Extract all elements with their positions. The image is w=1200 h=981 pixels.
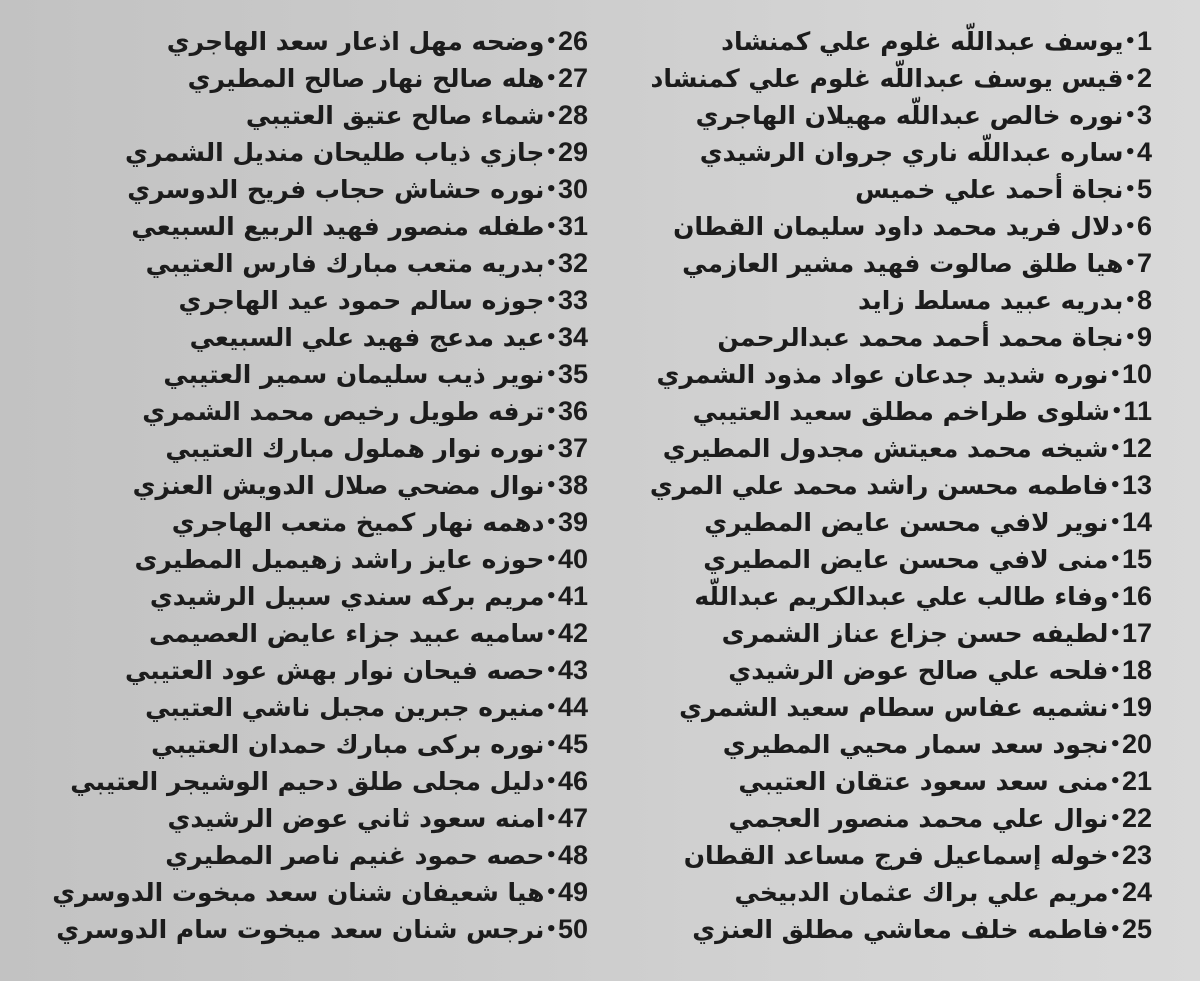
item-separator: • bbox=[1110, 401, 1123, 422]
item-number: 10 bbox=[1121, 359, 1152, 389]
item-name: حصه فيحان نوار بهش عود العتيبي bbox=[124, 656, 545, 685]
item-separator: • bbox=[545, 253, 557, 274]
names-list-column-right bbox=[650, 23, 1152, 948]
list-item bbox=[52, 689, 588, 726]
item-name: نوره نوار هملول مبارك العتيبي bbox=[165, 434, 545, 463]
item-name: منى سعد سعود عتقان العتيبي bbox=[738, 767, 1109, 796]
item-separator: • bbox=[1109, 882, 1121, 903]
item-number: 31 bbox=[557, 211, 588, 241]
item-name: شلوى طراخم مطلق سعيد العتيبي bbox=[692, 397, 1110, 426]
item-name: نجاة أحمد علي خميس bbox=[855, 175, 1124, 204]
list-item bbox=[52, 23, 588, 60]
list-item bbox=[52, 837, 588, 874]
item-separator: • bbox=[1109, 697, 1121, 718]
item-name: نوره خالص عبداللّه مهيلان الهاجري bbox=[695, 101, 1124, 130]
item-separator: • bbox=[545, 68, 557, 89]
item-number: 44 bbox=[557, 692, 588, 722]
item-separator: • bbox=[1124, 327, 1136, 348]
item-separator: • bbox=[545, 142, 557, 163]
item-name: نشميه عفاس سطام سعيد الشمري bbox=[679, 693, 1109, 722]
item-name: منيره جبرين مجبل ناشي العتيبي bbox=[145, 693, 545, 722]
item-name: وضحه مهل اذعار سعد الهاجري bbox=[166, 27, 545, 56]
item-separator: • bbox=[1109, 364, 1121, 385]
list-item bbox=[52, 134, 588, 171]
item-separator: • bbox=[1109, 808, 1121, 829]
list-item bbox=[52, 800, 588, 837]
item-number: 41 bbox=[557, 581, 588, 611]
item-number: 36 bbox=[557, 396, 588, 426]
item-number: 47 bbox=[557, 803, 588, 833]
item-number: 4 bbox=[1136, 137, 1152, 167]
list-item bbox=[52, 282, 588, 319]
list-item bbox=[650, 467, 1152, 504]
item-name: قيس يوسف عبداللّه غلوم علي كمنشاد bbox=[650, 64, 1124, 93]
item-separator: • bbox=[545, 845, 557, 866]
item-number: 26 bbox=[557, 26, 588, 56]
item-separator: • bbox=[545, 401, 557, 422]
item-number: 32 bbox=[557, 248, 588, 278]
item-name: جازي ذياب طليحان منديل الشمري bbox=[125, 138, 545, 167]
item-separator: • bbox=[1109, 660, 1121, 681]
item-separator: • bbox=[1109, 623, 1121, 644]
item-number: 7 bbox=[1136, 248, 1152, 278]
list-item bbox=[52, 430, 588, 467]
list-item bbox=[650, 874, 1152, 911]
item-name: حوزه عايز راشد زهيميل المطيرى bbox=[134, 545, 545, 574]
item-number: 37 bbox=[557, 433, 588, 463]
list-item bbox=[650, 652, 1152, 689]
item-separator: • bbox=[545, 31, 557, 52]
item-number: 11 bbox=[1123, 396, 1152, 426]
list-item bbox=[52, 652, 588, 689]
item-name: وفاء طالب علي عبدالكريم عبداللّه bbox=[694, 582, 1109, 611]
item-number: 8 bbox=[1136, 285, 1152, 315]
item-separator: • bbox=[545, 179, 557, 200]
list-item bbox=[650, 911, 1152, 948]
item-name: هيا طلق صالوت فهيد مشير العازمي bbox=[682, 249, 1124, 278]
item-separator: • bbox=[545, 623, 557, 644]
list-item bbox=[52, 393, 588, 430]
item-separator: • bbox=[545, 808, 557, 829]
item-name: شيخه محمد معيتش مجدول المطيري bbox=[662, 434, 1109, 463]
item-number: 21 bbox=[1121, 766, 1152, 796]
item-name: منى لافي محسن عايض المطيري bbox=[703, 545, 1109, 574]
list-item bbox=[650, 615, 1152, 652]
item-name: دليل مجلى طلق دحيم الوشيجر العتيبي bbox=[70, 767, 545, 796]
list-item bbox=[650, 60, 1152, 97]
item-name: نوال علي محمد منصور العجمي bbox=[728, 804, 1109, 833]
list-item bbox=[650, 171, 1152, 208]
item-separator: • bbox=[1109, 512, 1121, 533]
list-item bbox=[650, 800, 1152, 837]
list-item bbox=[650, 282, 1152, 319]
item-name: بدريه متعب مبارك فارس العتيبي bbox=[145, 249, 545, 278]
item-number: 34 bbox=[557, 322, 588, 352]
item-name: مريم بركه سندي سبيل الرشيدي bbox=[149, 582, 545, 611]
names-list-column-left bbox=[52, 23, 588, 948]
item-name: نوير ذيب سليمان سمير العتيبي bbox=[163, 360, 545, 389]
item-number: 38 bbox=[557, 470, 588, 500]
item-separator: • bbox=[545, 549, 557, 570]
item-number: 15 bbox=[1121, 544, 1152, 574]
item-separator: • bbox=[545, 105, 557, 126]
item-number: 50 bbox=[557, 914, 588, 944]
item-number: 25 bbox=[1121, 914, 1152, 944]
list-item bbox=[650, 134, 1152, 171]
item-name: بدريه عبيد مسلط زايد bbox=[857, 286, 1124, 315]
item-separator: • bbox=[1124, 31, 1136, 52]
item-separator: • bbox=[1124, 290, 1136, 311]
item-separator: • bbox=[545, 327, 557, 348]
list-item bbox=[52, 615, 588, 652]
item-name: نوال مضحي صلال الدويش العنزي bbox=[132, 471, 545, 500]
item-name: مريم علي براك عثمان الدبيخي bbox=[734, 878, 1109, 907]
item-name: ترفه طويل رخيص محمد الشمري bbox=[142, 397, 545, 426]
item-number: 29 bbox=[557, 137, 588, 167]
item-number: 14 bbox=[1121, 507, 1152, 537]
item-separator: • bbox=[545, 438, 557, 459]
item-number: 28 bbox=[557, 100, 588, 130]
item-number: 18 bbox=[1121, 655, 1152, 685]
item-name: يوسف عبداللّه غلوم علي كمنشاد bbox=[721, 27, 1124, 56]
item-name: دهمه نهار كميخ متعب الهاجري bbox=[171, 508, 545, 537]
item-number: 42 bbox=[557, 618, 588, 648]
item-name: دلال فريد محمد داود سليمان القطان bbox=[673, 212, 1124, 241]
item-number: 49 bbox=[557, 877, 588, 907]
item-separator: • bbox=[1124, 216, 1136, 237]
list-item bbox=[52, 763, 588, 800]
item-number: 45 bbox=[557, 729, 588, 759]
item-separator: • bbox=[545, 734, 557, 755]
item-number: 43 bbox=[557, 655, 588, 685]
item-separator: • bbox=[545, 919, 557, 940]
list-item bbox=[52, 541, 588, 578]
list-item bbox=[650, 763, 1152, 800]
list-item bbox=[52, 726, 588, 763]
item-separator: • bbox=[1109, 475, 1121, 496]
item-name: ساميه عبيد جزاء عايض العصيمى bbox=[149, 619, 545, 648]
item-number: 1 bbox=[1136, 26, 1152, 56]
item-name: فلحه علي صالح عوض الرشيدي bbox=[728, 656, 1109, 685]
item-name: عيد مدعج فهيد علي السبيعي bbox=[189, 323, 545, 352]
list-item bbox=[52, 97, 588, 134]
item-name: جوزه سالم حمود عيد الهاجري bbox=[178, 286, 545, 315]
item-name: فاطمه خلف معاشي مطلق العنزي bbox=[692, 915, 1109, 944]
item-number: 3 bbox=[1136, 100, 1152, 130]
item-name: خوله إسماعيل فرج مساعد القطان bbox=[683, 841, 1109, 870]
list-item bbox=[650, 319, 1152, 356]
item-number: 30 bbox=[557, 174, 588, 204]
item-name: هيا شعيفان شنان سعد مبخوت الدوسري bbox=[52, 878, 545, 907]
list-item bbox=[650, 356, 1152, 393]
item-number: 23 bbox=[1121, 840, 1152, 870]
item-separator: • bbox=[545, 660, 557, 681]
item-number: 12 bbox=[1121, 433, 1152, 463]
list-item bbox=[650, 541, 1152, 578]
item-number: 5 bbox=[1136, 174, 1152, 204]
item-separator: • bbox=[1124, 105, 1136, 126]
list-item bbox=[52, 874, 588, 911]
list-item bbox=[52, 504, 588, 541]
item-separator: • bbox=[1109, 734, 1121, 755]
item-name: حصه حمود غنيم ناصر المطيري bbox=[165, 841, 545, 870]
item-separator: • bbox=[1109, 771, 1121, 792]
item-name: امنه سعود ثاني عوض الرشيدي bbox=[167, 804, 545, 833]
item-number: 20 bbox=[1121, 729, 1152, 759]
list-item bbox=[52, 578, 588, 615]
item-number: 39 bbox=[557, 507, 588, 537]
item-number: 46 bbox=[557, 766, 588, 796]
list-item bbox=[650, 208, 1152, 245]
item-name: لطيفه حسن جزاع عناز الشمرى bbox=[721, 619, 1109, 648]
item-separator: • bbox=[1124, 142, 1136, 163]
list-item bbox=[650, 97, 1152, 134]
item-separator: • bbox=[1109, 586, 1121, 607]
list-item bbox=[52, 208, 588, 245]
list-item bbox=[650, 689, 1152, 726]
item-name: هله صالح نهار صالح المطيري bbox=[187, 64, 545, 93]
item-number: 48 bbox=[557, 840, 588, 870]
list-item bbox=[52, 319, 588, 356]
item-number: 24 bbox=[1121, 877, 1152, 907]
list-item bbox=[52, 245, 588, 282]
item-number: 35 bbox=[557, 359, 588, 389]
item-separator: • bbox=[1109, 549, 1121, 570]
item-number: 19 bbox=[1121, 692, 1152, 722]
list-item bbox=[52, 911, 588, 948]
item-separator: • bbox=[545, 586, 557, 607]
list-item bbox=[650, 245, 1152, 282]
item-separator: • bbox=[545, 882, 557, 903]
item-separator: • bbox=[545, 216, 557, 237]
item-name: نرجس شنان سعد ميخوت سام الدوسري bbox=[56, 915, 545, 944]
item-number: 16 bbox=[1121, 581, 1152, 611]
list-item bbox=[52, 171, 588, 208]
item-name: ساره عبداللّه ناري جروان الرشيدي bbox=[699, 138, 1124, 167]
item-number: 6 bbox=[1136, 211, 1152, 241]
item-name: نوره بركى مبارك حمدان العتيبي bbox=[151, 730, 545, 759]
item-separator: • bbox=[1124, 253, 1136, 274]
list-item bbox=[650, 430, 1152, 467]
list-item bbox=[650, 504, 1152, 541]
item-number: 22 bbox=[1121, 803, 1152, 833]
item-separator: • bbox=[1109, 919, 1121, 940]
item-number: 9 bbox=[1136, 322, 1152, 352]
list-item bbox=[650, 23, 1152, 60]
item-name: فاطمه محسن راشد محمد علي المري bbox=[649, 471, 1109, 500]
item-name: نوره حشاش حجاب فريح الدوسري bbox=[127, 175, 545, 204]
item-separator: • bbox=[1109, 438, 1121, 459]
item-separator: • bbox=[1124, 179, 1136, 200]
item-name: طفله منصور فهيد الربيع السبيعي bbox=[131, 212, 545, 241]
item-number: 27 bbox=[557, 63, 588, 93]
item-separator: • bbox=[545, 697, 557, 718]
item-separator: • bbox=[545, 771, 557, 792]
item-separator: • bbox=[545, 364, 557, 385]
item-number: 33 bbox=[557, 285, 588, 315]
list-item bbox=[650, 578, 1152, 615]
item-separator: • bbox=[545, 290, 557, 311]
list-item bbox=[52, 467, 588, 504]
list-item bbox=[650, 393, 1152, 430]
item-name: نوير لافي محسن عايض المطيري bbox=[704, 508, 1109, 537]
item-number: 2 bbox=[1136, 63, 1152, 93]
item-name: نوره شديد جدعان عواد مذود الشمري bbox=[656, 360, 1109, 389]
list-item bbox=[650, 837, 1152, 874]
item-name: نجود سعد سمار محيي المطيري bbox=[722, 730, 1109, 759]
item-separator: • bbox=[545, 512, 557, 533]
item-number: 40 bbox=[557, 544, 588, 574]
list-item bbox=[650, 726, 1152, 763]
list-item bbox=[52, 356, 588, 393]
list-item bbox=[52, 60, 588, 97]
item-name: نجاة محمد أحمد محمد عبدالرحمن bbox=[717, 323, 1124, 352]
item-name: شماء صالح عتيق العتيبي bbox=[245, 101, 545, 130]
item-separator: • bbox=[545, 475, 557, 496]
item-separator: • bbox=[1109, 845, 1121, 866]
item-number: 13 bbox=[1121, 470, 1152, 500]
item-separator: • bbox=[1124, 68, 1136, 89]
item-number: 17 bbox=[1121, 618, 1152, 648]
